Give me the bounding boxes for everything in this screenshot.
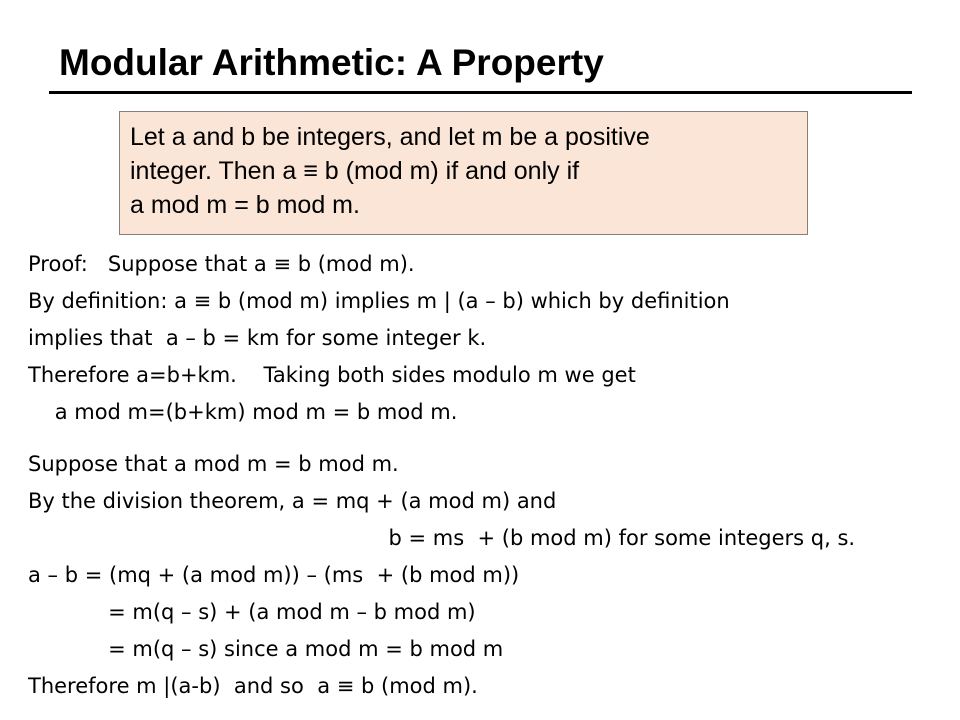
theorem-line-2: integer. Then a ≡ b (mod m) if and only if (130, 157, 580, 185)
proof-line-7: By the division theorem, a = mq + (a mod m) and (28, 489, 557, 513)
title-underline (49, 91, 912, 94)
proof-line-6: Suppose that a mod m = b mod m. (28, 452, 399, 476)
proof-line-9: a – b = (mq + (a mod m)) – (ms + (b mod m)) (28, 563, 520, 587)
proof-line-5: a mod m=(b+km) mod m = b mod m. (28, 400, 458, 424)
proof-line-2: By definition: a ≡ b (mod m) implies m | (a – b) which by definition (28, 289, 730, 313)
proof-line-8: b = ms + (b mod m) for some integers q, s. (28, 526, 856, 550)
proof-line-10: = m(q – s) + (a mod m – b mod m) (28, 600, 476, 624)
proof-line-12: Therefore m |(a-b) and so a ≡ b (mod m). (28, 674, 478, 698)
proof-line-11: = m(q – s) since a mod m = b mod m (28, 637, 504, 661)
proof-line-4: Therefore a=b+km. Taking both sides modulo m we get (28, 363, 636, 387)
paragraph-gap (28, 431, 948, 446)
theorem-line-1: Let a and b be integers, and let m be a positive (130, 123, 650, 151)
proof-body (28, 246, 948, 705)
proof-line-1: Proof: Suppose that a ≡ b (mod m). (28, 252, 415, 276)
proof-line-3: implies that a – b = km for some integer k. (28, 326, 487, 350)
theorem-box (119, 111, 808, 235)
theorem-line-3: a mod m = b mod m. (130, 191, 360, 219)
slide-title: Modular Arithmetic: A Property (59, 42, 604, 83)
